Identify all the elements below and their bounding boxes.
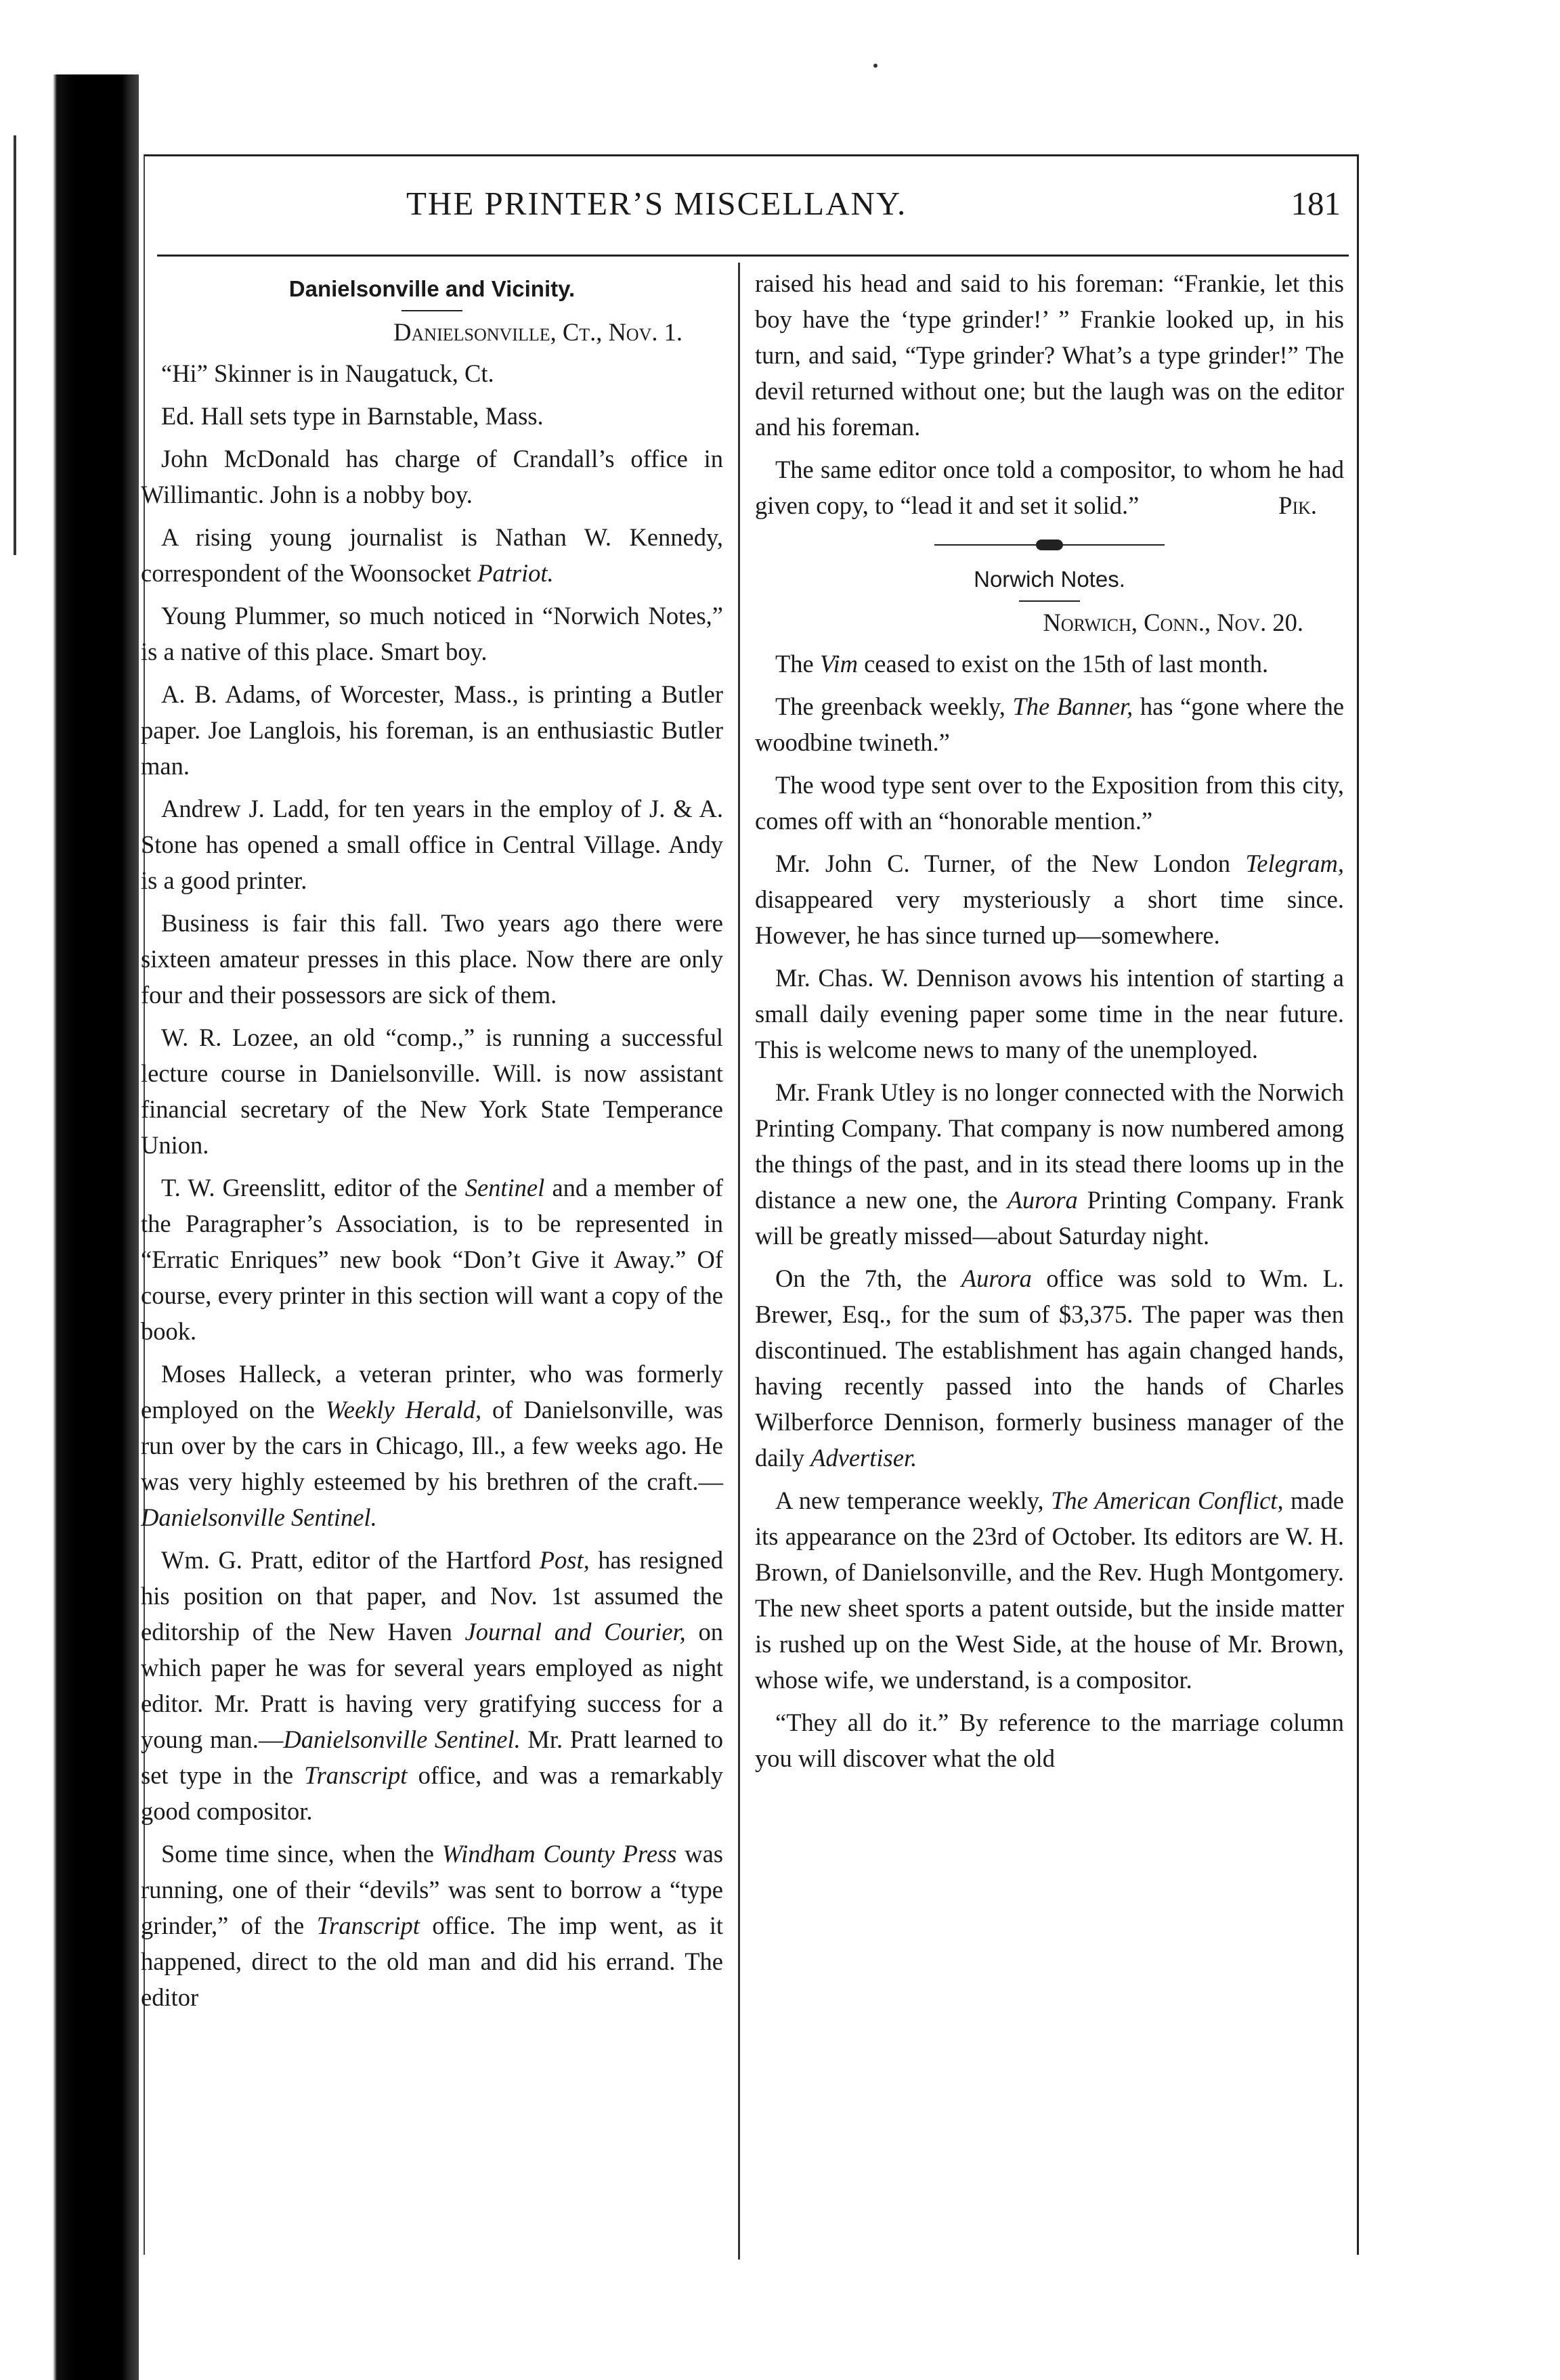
paragraph: A rising young journalist is Nathan W. Kennedy, correspondent of the Woonsocket Patriot.: [141, 523, 723, 587]
paragraph: A new temperance weekly, The American Conflict, made its appearance on the 23rd of October. Its editors are W. H. Brown, of Danielsonville, and the Rev. Hugh Montgomery. The new sheet sports a patent outside, but the inside matter is rushed up on the West Side, at the house of Mr. Brown, whose wife, we understand, is a compositor.: [755, 1486, 1345, 1694]
paragraph: Young Plummer, so much noticed in “Norwich Notes,” is a native of this place. Smart boy.: [141, 602, 723, 665]
paragraph: A. B. Adams, of Worcester, Mass., is printing a Butler paper. Joe Langlois, his foreman, is an enthusiastic Butler man.: [141, 680, 723, 780]
paragraph: “They all do it.” By reference to the marriage column you will discover what the old: [755, 1709, 1344, 1772]
paragraph: John McDonald has charge of Crandall’s office in Willimantic. John is a nobby boy.: [141, 445, 723, 508]
right-column: [755, 265, 1344, 1783]
section-ornament: [934, 538, 1165, 552]
paragraph: Mr. John C. Turner, of the New London Telegram, disappeared very mysteriously a short time since. However, he has since turned up—somewhere.: [755, 850, 1344, 949]
paragraph: Some time since, when the Windham County Press was running, one of their “devils” was sent to borrow a “type grinder,” of the Transcript office. The imp went, as it happened, direct to the old man and did his errand. The editor: [141, 1840, 723, 2011]
paragraph: The Vim ceased to exist on the 15th of last month.: [775, 650, 1269, 678]
paragraph: Mr. Frank Utley is no longer connected with the Norwich Printing Company. That company is now numbered among the things of the past, and in its stead there looms up in the distance a new one, the Aurora Printing Company. Frank will be greatly missed—about Saturday night.: [755, 1078, 1344, 1250]
heading-rule: [402, 310, 462, 311]
paragraph: Andrew J. Ladd, for ten years in the employ of J. & A. Stone has opened a small office in Central Village. Andy is a good printer.: [141, 795, 723, 894]
scan-edge-line: [14, 135, 16, 555]
paragraph: W. R. Lozee, an old “comp.,” is running a successful lecture course in Danielsonville. Will. is now assistant financial secretary of the New York State Temperance Union.: [141, 1023, 723, 1159]
heading-rule: [1019, 600, 1080, 602]
signature: Pik.: [1278, 491, 1317, 519]
paragraph: “Hi” Skinner is in Naugatuck, Ct.: [161, 359, 494, 387]
paragraph: On the 7th, the Aurora office was sold to Wm. L. Brewer, Esq., for the sum of $3,375. The paper was then discontinued. The establishment has again changed hands, having recently passed into the hands of Charles Wilberforce Dennison, formerly business manager of the daily Advertiser.: [755, 1264, 1345, 1472]
paragraph: Business is fair this fall. Two years ago there were sixteen amateur presses in this place. Now there are only four and their possessors are sick of them.: [141, 909, 723, 1009]
paragraph: raised his head and said to his foreman: “Frankie, let this boy have the ‘type grinder!’ ” Frankie looked up, in his turn, and said, “Type grinder? What’s a type grinder!” The devil returned without one; but the laugh was on the editor and his foreman.: [755, 269, 1344, 441]
scan-binding-shadow: [47, 74, 139, 2380]
running-header: [162, 184, 1341, 245]
page-title: THE PRINTER’S MISCELLANY.: [406, 185, 907, 222]
section-heading-norwich: Norwich Notes.: [974, 567, 1125, 592]
dateline: Danielsonville, Ct., Nov. 1.: [393, 318, 682, 346]
paragraph: Moses Halleck, a veteran printer, who was formerly employed on the Weekly Herald, of Danielsonville, was run over by the cars in Chicago, Ill., a few weeks ago. He was very highly esteemed by his brethren of the craft.—Danielsonville Sentinel.: [141, 1360, 723, 1531]
section-heading-danielsonville: Danielsonville and Vicinity.: [288, 276, 576, 301]
paragraph: The wood type sent over to the Exposition from this city, comes off with an “honorable mention.”: [755, 771, 1344, 835]
speck: [873, 64, 878, 68]
left-column: [141, 265, 723, 2022]
paragraph: T. W. Greenslitt, editor of the Sentinel and a member of the Paragrapher’s Association, is to be represented in “Erratic Enriques” new book “Don’t Give it Away.” Of course, every printer in this section will want a copy of the book.: [141, 1174, 723, 1345]
column-divider: [738, 263, 740, 2260]
header-rule: [157, 255, 1349, 257]
page-number: 181: [1291, 185, 1341, 222]
paragraph: Ed. Hall sets type in Barnstable, Mass.: [161, 402, 544, 430]
paragraph: The greenback weekly, The Banner, has “gone where the woodbine twineth.”: [755, 692, 1345, 756]
dateline: Norwich, Conn., Nov. 20.: [1043, 609, 1303, 636]
paragraph: Mr. Chas. W. Dennison avows his intention of starting a small daily evening paper some time in the near future. This is welcome news to many of the unemployed.: [755, 964, 1344, 1063]
paragraph: The same editor once told a compositor, to whom he had given copy, to “lead it and set it solid.” Pik.: [755, 451, 1344, 523]
paragraph: Wm. G. Pratt, editor of the Hartford Post, has resigned his position on that paper, and Nov. 1st assumed the editorship of the New Haven Journal and Courier, on which paper he was for several years employed as night editor. Mr. Pratt is having very gratifying success for a young man.—Danielsonville Sentinel. Mr. Pratt learned to set type in the Transcript office, and was a remarkably good compositor.: [141, 1546, 724, 1825]
